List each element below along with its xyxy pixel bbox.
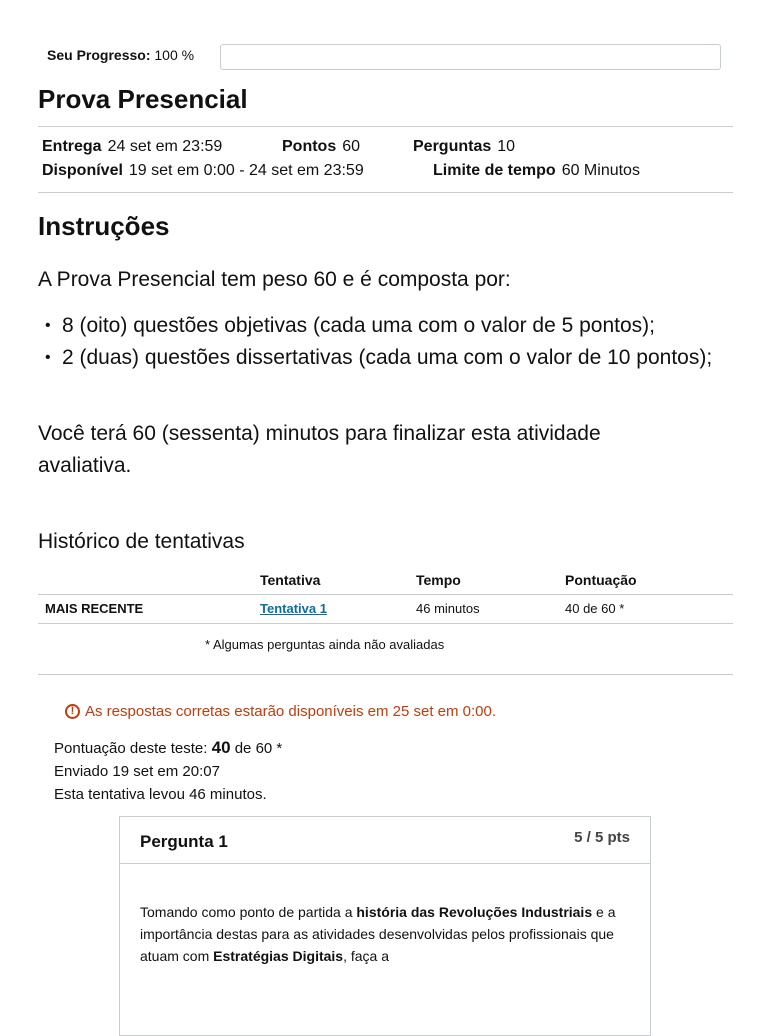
meta-pontos	[282, 138, 360, 156]
row-time: 46 minutos	[416, 601, 480, 616]
question-text-bold: Estratégias Digitais	[213, 948, 344, 964]
divider	[38, 126, 733, 127]
meta-entrega	[42, 138, 222, 156]
history-footnote: * Algumas perguntas ainda não avaliadas	[205, 637, 445, 652]
meta-perguntas	[413, 138, 515, 156]
question-title: Pergunta 1	[140, 832, 228, 851]
instructions-time-note: Você terá 60 (sessenta) minutos para finalizar esta atividade avaliativa.	[38, 422, 601, 477]
question-text-bold: história das Revoluções Industriais	[356, 904, 593, 920]
question-text-part: e a importância destas para as atividades desenvolvidas pelos profissionais que atuam com	[140, 904, 616, 964]
meta-perguntas-value: 10	[497, 138, 516, 155]
progress-fill	[221, 45, 720, 69]
history-heading: Histórico de tentativas	[38, 530, 245, 553]
row-label: MAIS RECENTE	[45, 601, 144, 616]
question-text-part: Tomando como ponto de partida a	[140, 904, 357, 920]
meta-entrega-label: Entrega	[42, 138, 102, 155]
progress-label-text: Seu Progresso:	[47, 47, 151, 63]
progress-bar	[220, 44, 721, 70]
meta-pontos-label: Pontos	[282, 138, 337, 155]
col-header-pontuacao: Pontuação	[565, 572, 637, 588]
question-card	[119, 816, 651, 1036]
meta-limite-label: Limite de tempo	[433, 162, 556, 179]
question-text	[140, 901, 630, 967]
instructions-heading: Instruções	[38, 211, 170, 241]
meta-disponivel-value: 19 set em 0:00 - 24 set em 23:59	[128, 162, 364, 179]
divider	[38, 674, 733, 675]
meta-limite-value: 60 Minutos	[561, 162, 640, 179]
meta-pontos-value: 60	[342, 138, 361, 155]
score-value: 40	[211, 738, 231, 757]
meta-entrega-value: 24 set em 23:59	[107, 138, 223, 155]
question-header	[120, 817, 650, 864]
meta-perguntas-label: Perguntas	[413, 138, 492, 155]
table-divider	[38, 623, 733, 624]
meta-disponivel-label: Disponível	[42, 162, 123, 179]
divider	[38, 192, 733, 193]
warning-icon: !	[65, 704, 80, 719]
table-divider	[38, 594, 733, 595]
list-item: • 8 (oito) questões objetivas (cada uma com o valor de 5 pontos);	[38, 310, 728, 342]
page-title: Prova Presencial	[38, 84, 248, 114]
question-text-part: , faça a	[343, 948, 389, 964]
meta-disponivel	[42, 162, 364, 180]
instructions-list	[38, 310, 728, 374]
progress-value: 100 %	[154, 47, 195, 63]
score-suffix: de 60 *	[234, 740, 283, 757]
progress-label	[47, 47, 194, 63]
col-header-tempo: Tempo	[416, 572, 461, 588]
list-item: • 2 (duas) questões dissertativas (cada uma com o valor de 10 pontos);	[38, 342, 728, 374]
submitted-line: Enviado 19 set em 20:07	[54, 763, 220, 780]
score-prefix: Pontuação deste teste:	[54, 740, 208, 757]
attempt-link[interactable]: Tentativa 1	[260, 601, 327, 616]
duration-line: Esta tentativa levou 46 minutos.	[54, 786, 267, 803]
col-header-tentativa: Tentativa	[260, 572, 321, 588]
question-points: 5 / 5 pts	[574, 829, 630, 846]
score-line	[54, 738, 282, 758]
meta-limite	[433, 162, 640, 180]
progress-row	[47, 44, 723, 72]
instructions-intro: A Prova Presencial tem peso 60 e é composta por:	[38, 268, 511, 291]
row-score: 40 de 60 *	[565, 601, 625, 616]
warning-text: As respostas corretas estarão disponíveis em 25 set em 0:00.	[85, 703, 497, 720]
answers-warning	[65, 703, 496, 720]
